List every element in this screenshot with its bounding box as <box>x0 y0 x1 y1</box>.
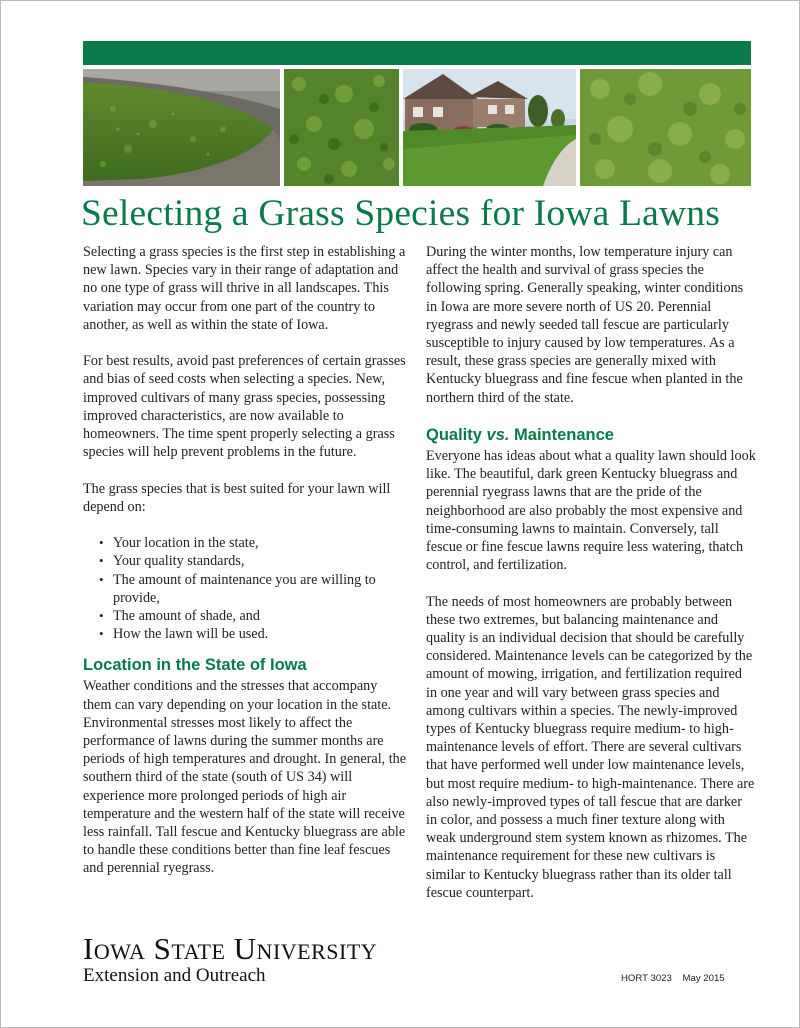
quality-heading-part2: Maintenance <box>509 426 614 445</box>
publication-code: HORT 3023 <box>621 973 672 984</box>
factors-list <box>83 534 409 643</box>
location-heading: Location in the State of Iowa <box>83 656 307 675</box>
intro-paragraph-1: Selecting a grass species is the first step in establishing a new lawn. Species vary in their range of adaptation and no one type of grass will thrive in all landscapes. This variation may occur from one part of the country to another, as well as within the state of Iowa. <box>83 244 406 333</box>
isu-logo <box>83 933 377 987</box>
extension-name: Extension and Outreach <box>83 965 266 986</box>
intro-paragraph-3: The grass species that is best suited for your lawn will depend on: <box>83 480 391 515</box>
list-item: • The amount of shade, and <box>99 607 409 625</box>
list-item: • Your quality standards, <box>99 552 409 570</box>
list-item: • How the lawn will be used. <box>99 625 409 643</box>
intro-paragraph-2: For best results, avoid past preferences of certain grasses and bias of seed costs when selecting a species. New, improved cultivars of many grass species, possessing improved characteristics, are now available to homeowners. The time spent properly selecting a grass species will help prevent problems in the future. <box>83 353 406 461</box>
lawn-edge-photo <box>83 69 280 186</box>
document-title: Selecting a Grass Species for Iowa Lawns <box>81 193 721 234</box>
header-green-bar <box>83 41 751 65</box>
left-column <box>83 243 409 878</box>
quality-heading <box>426 425 756 445</box>
university-name: Iowa State University <box>83 931 378 966</box>
publication-id <box>621 973 725 984</box>
publication-date: May 2015 <box>682 973 725 984</box>
quality-heading-vs: vs. <box>486 426 510 445</box>
right-column <box>426 243 756 902</box>
winter-paragraph: During the winter months, low temperature injury can affect the health and survival of grass species the following spring. Generally speaking, winter conditions in Iowa are more severe north of US 20. Perennial ryegrass and newly seeded tall fescue are particularly susceptible to injury caused by low temperatures. As a result, these grass species are generally mixed with Kentucky bluegrass and fine fescue when planted in the northern third of the state. <box>426 244 744 406</box>
photo-strip <box>83 69 751 186</box>
quality-paragraph-2: The needs of most homeowners are probably between these two extremes, but balancing maintenance and quality is an individual decision that should be carefully considered. Maintenance levels can be categorized by the amount of mowing, irrigation, and fertilization required in one year and will vary between grass species and among cultivars within a species. The newly-improved types of Kentucky bluegrass require medium- to high-maintenance levels of effort. There are several cultivars that have performed well under low maintenance levels, but most require medium- to high-maintenance. There are also newly-improved types of tall fescue that are darker in color, and possess a much finer texture along with weak underground stem system known as rhizomes. The maintenance requirement for these new cultivars is similar to Kentucky bluegrass rather than its older tall fescue counterpart. <box>426 593 755 901</box>
grass-texture-photo <box>284 69 399 186</box>
quality-heading-part1: Quality <box>426 426 487 445</box>
house-lawn-photo <box>403 69 576 186</box>
quality-paragraph-1: Everyone has ideas about what a quality lawn should look like. The beautiful, dark green Kentucky bluegrass and perennial ryegrass lawns that are the pride of the neighborhood are also probably the most expensive and time-consuming lawns to maintain. Conversely, tall fescue or fine fescue lawns require less watering, thatch control, and fertilization. <box>426 448 756 574</box>
list-item: • The amount of maintenance you are willing to provide, <box>99 571 409 607</box>
location-paragraph: Weather conditions and the stresses that accompany them can vary depending on your location in the state. Environmental stresses most likely to affect the performance of lawns during the summer months are periods of high temperatures and drought. In general, the southern third of the state (south of US 34) will experience more prolonged periods of high air temperature and the western half of the state will receive less rainfall. Tall fescue and Kentucky bluegrass are able to handle these conditions better than fine leaf fescues and perennial ryegrass. <box>83 678 407 877</box>
weedy-lawn-photo <box>580 69 751 186</box>
list-item: • Your location in the state, <box>99 534 409 552</box>
